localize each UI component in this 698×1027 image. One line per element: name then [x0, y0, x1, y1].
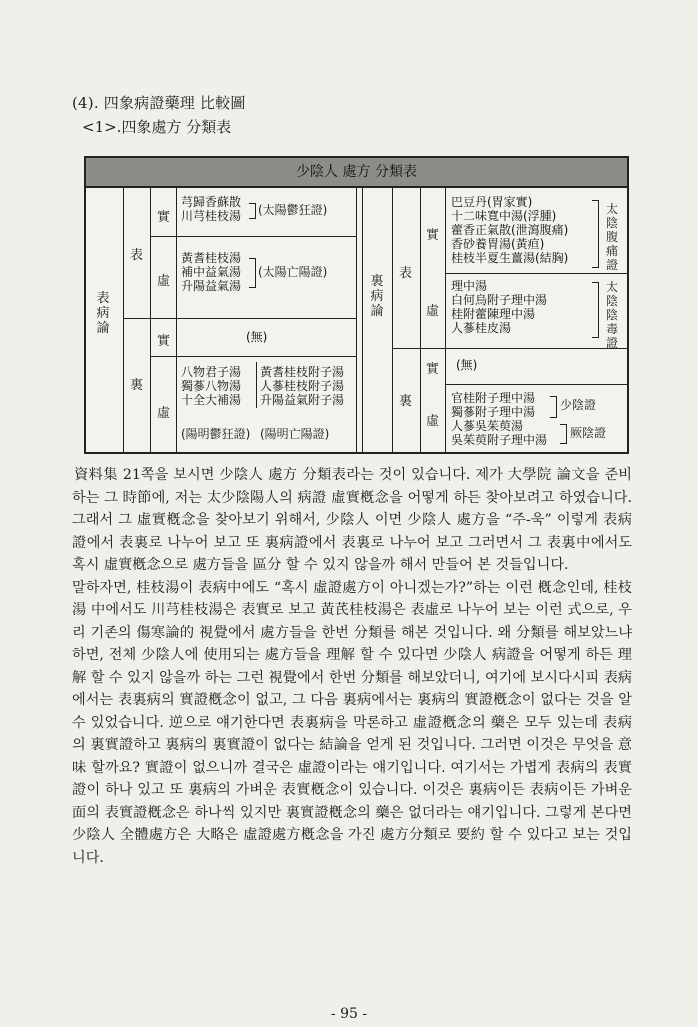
left-pyo-label: 表	[130, 248, 144, 263]
pathology-note: (陽明鬱狂證)	[181, 427, 251, 441]
bracket	[592, 282, 599, 338]
list-item: 官桂附子理中湯	[451, 391, 536, 405]
list-item: 藿香正氣散(泄瀉腹痛)	[451, 223, 569, 237]
list-item: 理中湯	[451, 279, 488, 293]
bracket	[560, 424, 567, 444]
left-ri-label: 裏	[130, 378, 144, 393]
section-heading: (4). 四象病證藥理 比較圖	[72, 94, 246, 112]
list-item: 補中益氣湯	[181, 265, 242, 279]
grid-line	[362, 188, 363, 452]
list-item: 獨蔘八物湯	[181, 379, 242, 393]
list-item: 桂枝半夏生薑湯(結胸)	[451, 251, 569, 265]
left-ri-heo-label: 虛	[157, 406, 171, 421]
grid-line	[256, 362, 257, 408]
list-item: 十全大補湯	[181, 393, 242, 407]
list-item: 川芎桂枝湯	[181, 209, 242, 223]
right-pyo-heo-label: 虛	[426, 304, 440, 319]
grid-line	[445, 188, 446, 452]
left-pyo-sil-label: 實	[157, 210, 171, 225]
grid-line	[392, 188, 393, 452]
right-ri-label: 裏	[399, 394, 413, 409]
grid-line	[176, 188, 177, 452]
list-item: 獨蔘附子理中湯	[451, 405, 536, 419]
list-item: 芎歸香蘇散	[181, 195, 242, 209]
right-category-label: 裏病論	[370, 274, 384, 319]
list-item: 巴豆丹(胃家實)	[451, 195, 533, 209]
list-item: 升陽益氣湯	[181, 279, 242, 293]
pathology-note: 厥陰證	[570, 426, 607, 440]
list-item: 人蔘桂枝附子湯	[260, 379, 345, 393]
list-item: 吳茱萸附子理中湯	[451, 433, 548, 447]
grid-line	[150, 188, 151, 452]
pathology-note: (陽明亡陽證)	[260, 427, 330, 441]
list-item: 十二味寬中湯(浮腫)	[451, 209, 557, 223]
pathology-note: 少陰證	[560, 398, 597, 412]
grid-line	[356, 188, 357, 452]
grid-line	[123, 318, 356, 319]
paragraph: 資料集 21쪽을 보시면 少陰人 處方 分類表라는 것이 있습니다. 제가 大學院 論文을 준비하는 그 時節에, 저는 太少陰陽人의 病證 虛實槪念을 어떻게 하든 찾아보려고 하였습니다. 그래서 그 虛實槪念을 찾아보기 위해서, 少陰人 이면 少陰人 處方을 “주-욱” 이렇게 表病證에서 表裏로 나누어 보고 또 裏病證에서 表裏로 나누어 보고 그러면서 그 表裏中에서도 혹시 虛實槪念으로 處方들을 區分 할 수 있지 않을까 해서 만들어 본 것들입니다.	[72, 467, 632, 573]
grid-line	[123, 188, 124, 452]
left-pyo-heo-label: 虛	[157, 274, 171, 289]
list-item: 八物君子湯	[181, 365, 242, 379]
prescription-classification-table	[84, 156, 629, 454]
bracket	[592, 200, 599, 268]
grid-line	[392, 348, 629, 349]
right-pyo-sil-label: 實	[426, 228, 440, 243]
grid-line	[150, 356, 356, 357]
pathology-note: (太陽亡陽證)	[258, 265, 328, 279]
list-item: 升陽益氣附子湯	[260, 393, 345, 407]
list-item: 人蔘吳茱萸湯	[451, 419, 524, 433]
pathology-note: 太陰腹痛證	[605, 202, 618, 272]
list-item: 黃耆桂枝附子湯	[260, 365, 345, 379]
right-ri-sil-label: 實	[426, 362, 440, 377]
body-text	[72, 464, 632, 869]
pathology-note: 太陰陰毒證	[605, 280, 618, 350]
subsection-heading: <1>.四象處方 分類表	[82, 118, 232, 136]
list-item: 黃耆桂枝湯	[181, 251, 242, 265]
list-item: 香砂養胃湯(黃疸)	[451, 237, 545, 251]
bracket	[249, 203, 256, 219]
list-item: 白何烏附子理中湯	[451, 293, 548, 307]
grid-line	[420, 188, 421, 452]
bracket	[550, 396, 557, 418]
grid-line	[445, 384, 629, 385]
grid-line	[445, 273, 629, 274]
paragraph: 말하자면, 桂枝湯이 表病中에도 “혹시 虛證處方이 아니겠는가?”하는 이런 槪念인데, 桂枝湯 中에서도 川芎桂枝湯은 表實로 보고 黃芪桂枝湯은 表虛로 나누어 보는 이런 式으로, 우리 기존의 傷寒論的 視覺에서 處方들을 한번 分類를 해본 것입니다. 왜 分類를 해보았느냐 하면, 전체 少陰人에 使用되는 處方들을 理解 할 수 있다면 少陰人 病證을 어떻게 하든 理解 할 수 있지 않을까 하는 그런 視覺에서 한번 分類를 해보았더니, 여기에 보시다시피 表病에서는 表裏病의 實證槪念이 없고, 그 다음 裏病에서는 裏病의 實證槪念이 없다는 것을 알 수 있었습니다. 逆으로 얘기한다면 表裏病을 막론하고 虛證槪念의 藥은 모두 있는데 表病의 裏實證하고 裏病의 裏實證이 없다는 結論을 얻게 된 것입니다. 그러면 이것은 무엇을 意味 할까요? 實證이 없으니까 결국은 虛證이라는 얘기입니다. 여기서는 가볍게 表病의 表實證이 하나 있고 또 裏病의 가벼운 表實槪念이 있습니다. 이것은 裏病이든 表病이든 가벼운 面의 表實證槪念은 하나씩 있지만 裏實證槪念의 藥은 없더라는 얘기입니다. 그렇게 본다면 少陰人 全體處方은 大略은 虛證處方槪念을 가진 處方分類로 要約 할 수 있다고 보는 것입니다.	[72, 579, 632, 866]
left-category-label: 表病論	[96, 291, 110, 336]
right-pyo-label: 表	[399, 266, 413, 281]
bracket	[249, 258, 256, 288]
left-ri-sil-label: 實	[157, 334, 171, 349]
pathology-note: (太陽鬱狂證)	[258, 203, 328, 217]
page-number: - 95 -	[330, 1006, 368, 1022]
table-title: 少陰人 處方 分類表	[86, 158, 627, 188]
none-marker: (無)	[246, 330, 268, 344]
list-item: 桂附藿陳理中湯	[451, 307, 536, 321]
grid-line	[150, 236, 356, 237]
none-marker: (無)	[456, 358, 478, 372]
list-item: 人蔘桂皮湯	[451, 321, 512, 335]
right-ri-heo-label: 虛	[426, 414, 440, 429]
